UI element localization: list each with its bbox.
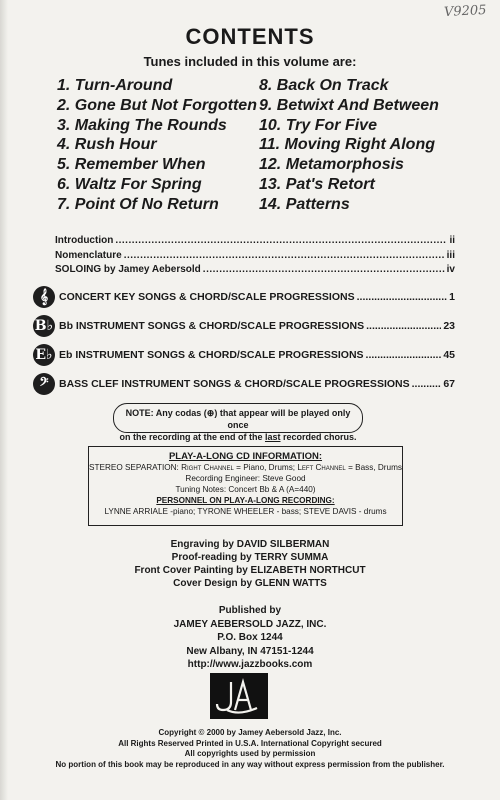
tune-list-left: [57, 76, 257, 215]
logo-mark-icon: [213, 676, 265, 716]
section-bb-instrument: [33, 314, 455, 338]
tune-item: 5. Remember When: [57, 156, 206, 174]
personnel-list: LYNNE ARRIALE -piano; TYRONE WHEELER - bass; STEVE DAVIS - drums: [104, 507, 387, 516]
publisher-line: P.O. Box 1244: [217, 632, 283, 643]
stereo-separation: STEREO SEPARATION: Right Channel = Piano, Drums; Left Channel = Bass, Drums: [89, 463, 402, 472]
tune-item: 4. Rush Hour: [57, 136, 157, 154]
credit-line: Engraving by DAVID SILBERMAN: [170, 539, 330, 550]
section-label: CONCERT KEY SONGS & CHORD/SCALE PROGRESSIONS: [59, 291, 355, 303]
copyright-line: Copyright © 2000 by Jamey Aebersold Jazz, Inc.: [158, 728, 342, 737]
section-bass-clef: [33, 372, 455, 396]
copyright-line: No portion of this book may be reproduced in any way without express permission from the publisher.: [55, 759, 445, 769]
section-label: Eb INSTRUMENT SONGS & CHORD/SCALE PROGRESSIONS: [59, 349, 364, 361]
handwritten-note: V9205: [443, 2, 487, 21]
recording-engineer: Recording Engineer: Steve Good: [185, 474, 306, 483]
tune-item: 14. Patterns: [259, 195, 350, 213]
section-page: 23: [443, 320, 455, 332]
tune-item: 7. Point Of No Return: [57, 195, 219, 213]
credit-line: Proof-reading by TERRY SUMMA: [171, 552, 329, 563]
credits: [0, 538, 500, 590]
page-subtitle: Tunes included in this volume are:: [143, 54, 357, 69]
section-label: Bb INSTRUMENT SONGS & CHORD/SCALE PROGRESSIONS: [59, 320, 365, 332]
toc-label: Introduction: [55, 235, 114, 246]
publisher-line: JAMEY AEBERSOLD JAZZ, INC.: [173, 618, 327, 630]
cd-information-box: [88, 446, 403, 526]
tune-item: 6. Waltz For Spring: [57, 175, 202, 193]
cd-info-heading: PLAY-A-LONG CD INFORMATION:: [168, 451, 323, 462]
copyright: [0, 728, 500, 770]
treble-clef-icon: 𝄞: [33, 286, 55, 308]
bass-clef-icon: 𝄢: [33, 373, 55, 395]
section-page: 1: [449, 291, 455, 303]
tune-item: 10. Try For Five: [259, 116, 377, 134]
publisher-url: http://www.jazzbooks.com: [187, 659, 313, 670]
section-leader: [412, 378, 442, 390]
jamey-aebersold-jazz-logo: [210, 673, 268, 719]
toc-leader: [124, 250, 445, 261]
section-eb-instrument: [33, 343, 455, 367]
tune-item: 11. Moving Right Along: [259, 136, 435, 154]
e-flat-icon: E♭: [33, 344, 55, 366]
tune-list-right: [259, 76, 439, 215]
toc-label: SOLOING by Jamey Aebersold: [55, 264, 201, 275]
toc-label: Nomenclature: [55, 250, 122, 261]
section-page: 67: [443, 378, 455, 390]
tune-item: 8. Back On Track: [259, 77, 389, 94]
personnel-heading: PERSONNEL ON PLAY-A-LONG RECORDING:: [156, 496, 335, 505]
toc-page: iv: [446, 264, 455, 275]
publisher-line: New Albany, IN 47151-1244: [186, 645, 314, 657]
publisher-line: Published by: [218, 605, 282, 616]
tuning-notes: Tuning Notes: Concert Bb & A (A=440): [175, 485, 316, 494]
toc-entry-soloing: [55, 264, 455, 275]
toc-page: iii: [446, 250, 455, 261]
section-page: 45: [443, 349, 455, 361]
section-concert-key: [33, 285, 455, 309]
credit-line: Cover Design by GLENN WATTS: [173, 578, 327, 589]
page-title: CONTENTS: [185, 24, 315, 49]
tune-item: 1. Turn-Around: [57, 77, 173, 94]
section-leader: [366, 320, 441, 332]
toc-page: ii: [449, 235, 455, 246]
toc-entry-introduction: [55, 235, 455, 246]
tune-item: 12. Metamorphosis: [259, 156, 404, 174]
section-leader: [357, 291, 448, 303]
note-line-1: NOTE: Any codas (⊕) that appear will be played only once: [125, 408, 351, 430]
publisher-info: [0, 604, 500, 672]
tune-item: 13. Pat's Retort: [259, 175, 375, 193]
note-line-2: on the recording at the end of the last recorded chorus.: [119, 432, 357, 442]
tune-item: 3. Making The Rounds: [57, 116, 227, 134]
tune-item: 2. Gone But Not Forgotten: [57, 96, 257, 114]
copyright-line: All copyrights used by permission: [184, 749, 316, 758]
b-flat-icon: B♭: [33, 315, 55, 337]
section-label: BASS CLEF INSTRUMENT SONGS & CHORD/SCALE PROGRESSIONS: [59, 378, 410, 390]
section-leader: [366, 349, 442, 361]
credit-line: Front Cover Painting by ELIZABETH NORTHCUT: [134, 565, 366, 576]
toc-entry-nomenclature: [55, 250, 455, 261]
tune-item: 9. Betwixt And Between: [259, 96, 439, 114]
copyright-line: All Rights Reserved Printed in U.S.A. International Copyright secured: [118, 738, 382, 748]
scan-edge: [0, 0, 8, 800]
coda-note: [113, 403, 363, 442]
toc-leader: [115, 235, 447, 246]
toc-leader: [203, 264, 445, 275]
